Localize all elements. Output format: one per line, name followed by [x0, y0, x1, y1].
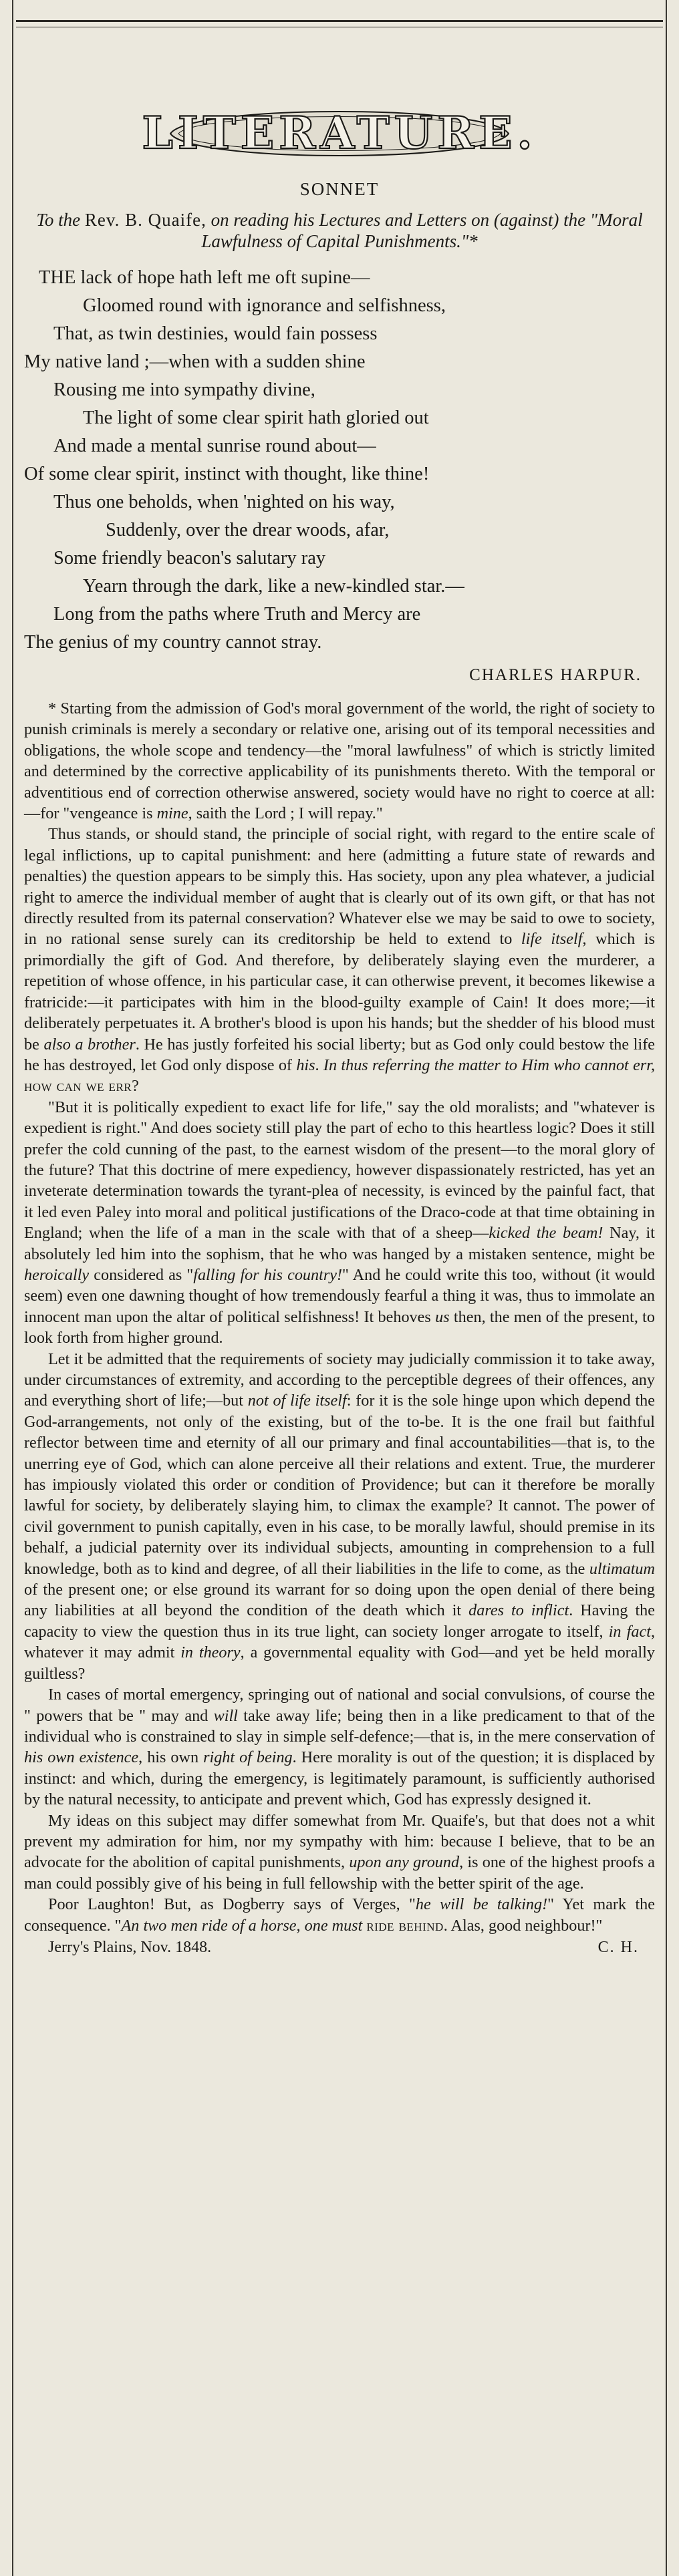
dedication-rest: on reading his Lectures and Letters on (against) the "Moral Lawfulness of Capital Punishments."*: [201, 210, 643, 251]
poem-line: Yearn through the dark, like a new-kindled star.—: [83, 576, 464, 597]
poem-line: THE lack of hope hath left me oft supine—: [39, 267, 370, 288]
essay-paragraph-2: Thus stands, or should stand, the principle of social right, with regard to the entire scale of legal inflictions, up to capital punishment: and here (admitting a future state of rewards and penalties) the question appears to be simply this. Has society, upon any plea whatever, a judicial right to amerce the individual member of aught that is clearly out of its own gift, or that has not directly resulted from its paternal conservation? Whatever else we may be said to owe to society, in no rational sense surely can its creditorship be held to extend to life itself, which is primordially the gift of God. And therefore, by deliberately slaying even the murderer, a repetition of whose offence, in his particular case, it can otherwise prevent, it becomes likewise a fratricide:—it participates with him in the blood-guilty example of Cain! It does more;—it deliberately perpetuates it. A brother's blood is upon his hands; but the shedder of his blood must be also a brother. He has justly forfeited his social liberty; but as God only could bestow the life he has destroyed, let God only dispose of his. In thus referring the matter to Him who cannot err, how can we err?: [24, 825, 656, 1096]
poem-line: Of some clear spirit, instinct with thought, like thine!: [24, 464, 430, 484]
poem-line: Gloomed round with ignorance and selfishness,: [83, 295, 446, 316]
literature-masthead: [142, 100, 537, 167]
poem-line: Some friendly beacon's salutary ray: [53, 548, 326, 569]
essay-paragraph-7: Poor Laughton! But, as Dogberry says of Verges, "he will be talking!" Yet mark the consequence. "An two men ride of a horse, one must ride behind. Alas, good neighbour!": [24, 1895, 655, 1935]
top-rule: [16, 20, 663, 22]
poem-line: That, as twin destinies, would fain possess: [53, 323, 378, 344]
masthead-title: LITERATURE.: [142, 107, 537, 159]
article-content: [24, 179, 655, 1957]
poem-dedication: [24, 209, 655, 252]
poem-line: Rousing me into sympathy divine,: [53, 379, 315, 400]
sonnet-body: [24, 264, 655, 657]
essay-paragraph-3: "But it is politically expedient to exact life for life," say the old moralists; and "whatever is expedient is right." And does society still play the part of echo to this heartless logic? Does it still prefer the cold cunning of the past, to the earnest wisdom of the present—to the moral glory of the future? That this doctrine of mere expediency, however dispassionately restricted, has yet an inveterate determination towards the tyrant-plea of necessity, is evinced by the painful fact, that it led even Paley into moral and political justifications of the Draco-code at that time obtaining in England; when the life of a man in the scale with that of a sheep—kicked the beam! Nay, it absolutely led him into the sophism, that he who was hanged by a mistaken sentence, might be heroically considered as "falling for his country!" And he could write this too, without (it would seem) even one dawning thought of how tremendously fearful a thing it was, thus to immolate an innocent man upon the altar of political selfishness! It behoves us then, the men of the present, to look forth from higher ground.: [24, 1098, 656, 1347]
right-column-border: [666, 0, 667, 2576]
masthead-banner: [142, 100, 537, 167]
poem-author: CHARLES HARPUR.: [469, 666, 642, 684]
dateline-place: Jerry's Plains, Nov. 1848.: [48, 1938, 212, 1956]
essay-paragraph-4: Let it be admitted that the requirements of society may judicially commission it to take away, under circumstances of extremity, and according to the perceptible degrees of their offences, any and everything short of life;—but not of life itself: for it is the sole hinge upon which depend the God-arrangements, not only of the existing, but of the to-be. It is the one frail but faithful reflector between time and eternity of all our primary and final accountabilities—that is, to the unerring eye of God, which can alone perceive all their relations and extent. True, the murderer has impiously violated this order or condition of Providence; but can it therefore be morally lawful for society, by deliberately slaying him, to climax the example? It cannot. The power of civil government to punish capitally, even in his case, to be morally lawful, should premise in its behalf, a judicial paternity over its individual subjects, amounting in comprehension to a full knowledge, both as to kind and degree, of all their liabilities in the life to come, as the ultimatum of the present one; or else ground its warrant for so doing upon the open denial of there being any liabilities at all beyond the condition of the death which it dares to inflict. Having the capacity to view the question thus in its true light, can society longer arrogate to itself, in fact, whatever it may admit in theory, a governmental equality with God—and yet be held morally guiltless?: [24, 1349, 656, 1683]
poem-line: Thus one beholds, when 'nighted on his way,: [53, 492, 395, 512]
left-column-border: [12, 0, 13, 2576]
essay-paragraph-5: In cases of mortal emergency, springing out of national and social convulsions, of course the " powers that be " may and will take away life; being then in a like predicament to that of the individual who is constrained to slay in simple self-defence;—that is, in the mere conservation of his own existence, his own right of being. Here morality is out of the question; it is displaced by instinct: and which, during the emergency, is legitimately paramount, is sufficiently authorised by the natural necessity, to anticipate and prevent which, God has expressly designed it.: [24, 1685, 656, 1809]
poem-line: Long from the paths where Truth and Mercy are: [53, 604, 421, 625]
poem-line: The genius of my country cannot stray.: [24, 632, 322, 653]
essay-paragraph-6: My ideas on this subject may differ somewhat from Mr. Quaife's, but that does not a whit prevent my admiration for him, nor my sympathy with him: because I believe, that to be an advocate for the abolition of capital punishments, upon any ground, is one of the highest proofs a man could possibly give of his being in full fellowship with the better spirit of the age.: [24, 1811, 655, 1893]
poem-line: And made a mental sunrise round about—: [53, 436, 376, 456]
author-initials: C. H.: [597, 1938, 639, 1956]
dedication-to: To the: [36, 210, 81, 230]
dedication-name: Rev. B. Quaife,: [84, 210, 207, 230]
poem-heading: SONNET: [299, 179, 380, 199]
poem-line: The light of some clear spirit hath gloried out: [83, 408, 429, 428]
poem-line: My native land ;—when with a sudden shine: [24, 351, 366, 372]
dateline: [24, 1937, 655, 1957]
footnote-essay: [24, 698, 655, 1957]
poem-line: Suddenly, over the drear woods, afar,: [106, 520, 390, 540]
essay-paragraph-1: * Starting from the admission of God's moral government of the world, the right of society to punish criminals is merely a secondary or relative one, arising out of its temporal necessities and obligations, the whole scope and tendency—the "moral lawfulness" of which is strictly limited and determined by the corrective applicability of its punishments thereto. With the temporal or adventitious end of correction otherwise answered, society would have no right to coerce at all:—for "vengeance is mine, saith the Lord ; I will repay.": [24, 699, 655, 823]
